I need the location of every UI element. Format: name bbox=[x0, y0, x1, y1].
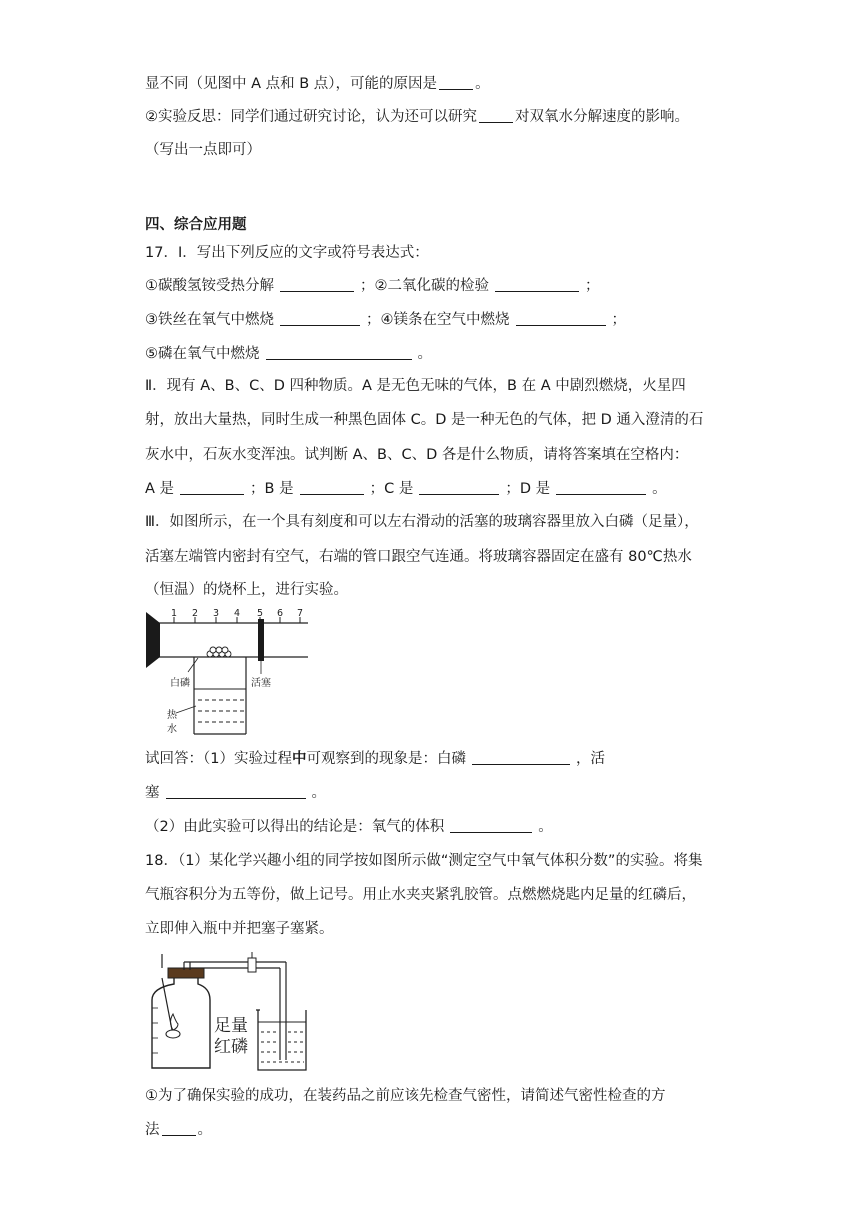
answer-blank[interactable] bbox=[439, 74, 473, 90]
answer-blank[interactable] bbox=[450, 817, 532, 833]
text-line: A 是 ；B 是 ；C 是 ；D 是 。 bbox=[145, 481, 667, 497]
text-line: 显不同（见图中 A 点和 B 点），可能的原因是 。 bbox=[145, 76, 490, 92]
answer-blank-c[interactable] bbox=[419, 479, 499, 495]
text-line: ③铁丝在氧气中燃烧 ；④镁条在空气中燃烧 ； bbox=[145, 312, 626, 328]
text-line: 试回答：（1）实验过程中可观察到的现象是：白磷 ，活 bbox=[145, 751, 605, 767]
section-heading: 四、综合应用题 bbox=[145, 217, 247, 233]
text-line: 18．（1）某化学兴趣小组的同学按如图所示做“测定空气中氧气体积分数”的实验。将集 bbox=[145, 853, 703, 869]
label-hot-water: 水 bbox=[167, 724, 177, 735]
text-line: 射，放出大量热，同时生成一种黑色固体 C。D 是一种无色的气体，把 D 通入澄清的石 bbox=[145, 412, 704, 428]
text-line: ⑤磷在氧气中燃烧 。 bbox=[145, 346, 432, 362]
text-line: （写出一点即可） bbox=[145, 142, 261, 158]
text-line: （恒温）的烧杯上，进行实验。 bbox=[145, 582, 348, 598]
water-clamp bbox=[248, 958, 256, 972]
scale-label: 5 bbox=[256, 608, 264, 619]
text-line: 法 。 bbox=[145, 1122, 212, 1138]
text-line: ①为了确保实验的成功，在装药品之前应该先检查气密性，请简述气密性检查的方 bbox=[145, 1088, 666, 1104]
beaker-water bbox=[261, 1032, 304, 1062]
text-line: 气瓶容积分为五等份，做上记号。用止水夹夹紧乳胶管。点燃燃烧匙内足量的红磷后， bbox=[145, 887, 696, 903]
text-line: Ⅲ．如图所示，在一个具有刻度和可以左右滑动的活塞的玻璃容器里放入白磷（足量）， bbox=[145, 514, 699, 530]
answer-blank[interactable] bbox=[479, 107, 513, 123]
answer-blank[interactable] bbox=[472, 749, 570, 765]
answer-blank[interactable] bbox=[280, 276, 354, 292]
stopper bbox=[168, 968, 204, 978]
question-text: ②实验反思：同学们通过研究讨论，认为还可以研究 bbox=[145, 109, 477, 125]
scale-label: 6 bbox=[276, 608, 284, 619]
hot-water bbox=[198, 700, 244, 722]
label-white-phosphorus: 白磷 bbox=[170, 678, 190, 689]
scale-label: 3 bbox=[212, 608, 220, 619]
burning-spoon bbox=[166, 1030, 180, 1038]
label-sufficient: 足量 bbox=[214, 1016, 248, 1036]
answer-blank[interactable] bbox=[280, 310, 360, 326]
water-beaker bbox=[258, 1010, 306, 1070]
answer-blank[interactable] bbox=[495, 276, 579, 292]
text-line: （2）由此实验可以得出的结论是：氧气的体积 。 bbox=[145, 819, 553, 835]
oxygen-measurement-figure bbox=[140, 948, 310, 1073]
text-line: ②实验反思：同学们通过研究讨论，认为还可以研究 对双氧水分解速度的影响。 bbox=[145, 109, 689, 125]
answer-blank-b[interactable] bbox=[300, 479, 364, 495]
question-17-intro: 17．Ⅰ．写出下列反应的文字或符号表达式： bbox=[145, 245, 429, 261]
white-phosphorus bbox=[207, 647, 231, 657]
answer-blank[interactable] bbox=[516, 310, 606, 326]
question-text: 显不同（见图中 A 点和 B 点），可能的原因是 bbox=[145, 76, 438, 92]
phosphorus-tube-figure bbox=[140, 606, 315, 740]
flame-icon bbox=[171, 1014, 179, 1030]
text-line: 活塞左端管内密封有空气，右端的管口跟空气连通。将玻璃容器固定在盛有 80℃热水 bbox=[145, 549, 692, 565]
label-piston: 活塞 bbox=[251, 678, 271, 689]
scale-label: 4 bbox=[233, 608, 241, 619]
left-stopper bbox=[146, 612, 160, 668]
text-line: 灰水中，石灰水变浑浊。试判断 A、B、C、D 各是什么物质，请将答案填在空格内： bbox=[145, 447, 689, 463]
answer-blank[interactable] bbox=[162, 1120, 196, 1136]
gas-bottle bbox=[152, 972, 210, 1068]
text-line: 立即伸入瓶中并把塞子塞紧。 bbox=[145, 921, 334, 937]
scale-label: 1 bbox=[170, 608, 178, 619]
answer-blank-a[interactable] bbox=[180, 479, 244, 495]
scale-label: 7 bbox=[296, 608, 304, 619]
text-line: ①碳酸氢铵受热分解 ；②二氧化碳的检验 ； bbox=[145, 278, 600, 294]
text-line: 塞 。 bbox=[145, 785, 326, 801]
answer-blank-d[interactable] bbox=[556, 479, 646, 495]
text-line: Ⅱ．现有 A、B、C、D 四种物质。A 是无色无味的气体，B 在 A 中剧烈燃烧，火星四 bbox=[145, 378, 686, 394]
piston bbox=[258, 619, 264, 661]
answer-blank[interactable] bbox=[166, 783, 306, 799]
label-hot-water: 热 bbox=[167, 710, 177, 721]
scale-label: 2 bbox=[191, 608, 199, 619]
label-red-phosphorus: 红磷 bbox=[214, 1037, 248, 1057]
answer-blank[interactable] bbox=[266, 344, 412, 360]
